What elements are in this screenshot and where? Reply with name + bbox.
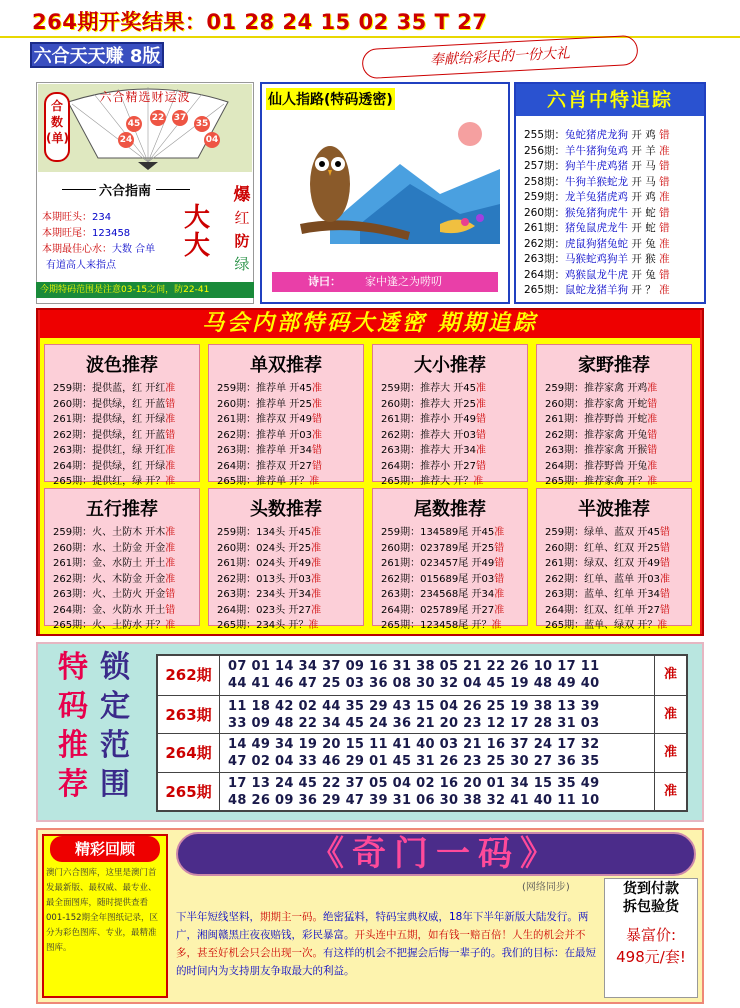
lock-period: 265期 (158, 773, 220, 811)
card-row: 261期：024头 开49准 (217, 558, 322, 569)
zodiac-row: 255期：兔蛇猪虎龙狗 开 鸡 错 (524, 129, 670, 141)
poem-text: 家中逢之为唠叨 (365, 275, 442, 288)
card-row: 261期：推荐双 开49错 (217, 414, 323, 425)
card-row: 262期：提供绿，红 开蓝错 (53, 429, 176, 441)
card-row: 261期：金、水防土 开土准 (53, 558, 176, 569)
card-row: 261期：023457尾 开49错 (381, 558, 505, 569)
lock-result: 准 (654, 773, 686, 811)
card-row: 264期：023头 开27准 (217, 604, 322, 616)
edition-label: 六合天天赚 8版 (30, 42, 164, 68)
zodiac-row: 264期：鸡猴鼠龙牛虎 开 兔 错 (524, 268, 670, 281)
price-label: 暴富价: 498元/套! (616, 926, 686, 966)
lock-row (158, 656, 686, 695)
zodiac-row: 263期：马猴蛇鸡狗羊 开 猴 准 (524, 253, 670, 265)
guide-row: 本期旺头：234 (42, 212, 112, 223)
card-row: 260期：提供绿，红 开蓝错 (53, 398, 176, 410)
review-text: 澳门六合图库，这里是澳门首发最新版、最权威、最专业、最全面图库，随时提供查看001-152期全年图纸记录，区分为彩色图库、专业，最精准图库。 (46, 868, 159, 953)
qimen-paragraph: 下半年短线坚料，期期主一码。绝密猛料，特码宝典权威，18年下半年新版大陆发行。两广，湘闽赣黑庄夜夜赔钱，彩民暴富。开头连中五期，如有钱一赔百倍！人生的机会并不多，甚至好机会只会出现一次。有这样的机会不把握会后悔一辈子的。我们的目标：在最短的时间内为支持朋友争取最大的利益。 (176, 911, 596, 977)
zodiac-row: 258期：牛狗羊猴蛇龙 开 马 错 (524, 175, 670, 188)
card-row: 262期：火、木防金 开金准 (53, 573, 176, 585)
review-title: 精彩回顾 (50, 836, 160, 862)
card-row: 265期：推荐家禽 开？准 (545, 476, 658, 487)
fan-title: 六合精选财运波 (99, 90, 191, 104)
fan-ball: 04 (204, 132, 220, 148)
card-row: 262期：013头 开03准 (217, 573, 322, 585)
zodiac-row: 256期：羊牛猪狗兔鸡 开 羊 准 (524, 144, 670, 157)
card-row: 261期：推荐小 开49错 (381, 414, 487, 425)
card-row: 261期：推荐野兽 开蛇准 (545, 414, 658, 425)
zodiac-row: 261期：猪兔鼠虎龙牛 开 蛇 错 (524, 222, 670, 234)
recommend-card (44, 488, 200, 631)
card-title: 单双推荐 (250, 355, 322, 376)
card-title: 大小推荐 (414, 355, 486, 376)
card-title: 波色推荐 (86, 355, 158, 376)
card-row: 265期：123458尾 开？准 (381, 620, 502, 631)
zodiac-row: 257期：狗羊牛虎鸡猪 开 马 错 (524, 160, 670, 172)
card-row: 260期：推荐单 开25准 (217, 398, 323, 410)
lock-left-title: 特 码 推 荐 (58, 650, 88, 802)
lock-numbers: 11 18 42 02 44 35 29 43 15 04 26 25 19 38 13 39 33 09 48 22 34 45 24 36 21 20 23 12 17 28 31 03 (228, 698, 600, 731)
fan-ball: 37 (172, 110, 188, 126)
immortal-title: 仙人指路(特码透密) (266, 88, 395, 110)
card-row: 264期：提供绿，红 开绿准 (53, 460, 176, 472)
card-row: 259期：134589尾 开45准 (381, 527, 505, 538)
card-row: 263期：推荐单 开34错 (217, 445, 323, 456)
lock-result: 准 (654, 656, 686, 695)
card-row: 262期：推荐单 开03准 (217, 429, 323, 441)
lock-period: 264期 (158, 734, 220, 772)
card-row: 259期：推荐家禽 开鸡准 (545, 383, 658, 394)
poem-bar (272, 272, 498, 292)
card-row: 260期：023789尾 开25错 (381, 542, 505, 554)
fan-ball: 22 (150, 110, 166, 126)
draw-result-title: 264期开奖结果：01 28 24 15 02 35 T 27 (32, 10, 488, 34)
guide-title: 六合指南 (98, 184, 151, 199)
card-row: 263期：提供红，绿 开红准 (53, 445, 176, 456)
card-row: 262期：推荐家禽 开兔错 (545, 429, 658, 441)
qimen-source: (网络同步) (522, 882, 570, 893)
gift-slogan: 奉献给彩民的一份大礼 (361, 35, 638, 79)
lock-result: 准 (654, 696, 686, 734)
big-characters: 大 大 (184, 203, 211, 261)
card-row: 263期：234568尾 开34准 (381, 589, 505, 600)
card-row: 264期：推荐双 开27错 (217, 460, 323, 472)
lock-row (158, 695, 686, 734)
card-row: 262期：015689尾 开03错 (381, 573, 505, 585)
card-row: 265期：蓝单、绿双 开？准 (545, 620, 668, 631)
card-row: 265期：火、土防水 开？准 (53, 620, 176, 631)
lock-row (158, 733, 686, 772)
card-row: 261期：提供绿，红 开绿准 (53, 414, 176, 425)
recommend-card (372, 488, 528, 631)
card-row: 261期：绿双、红双 开49错 (545, 558, 671, 569)
recommend-card (536, 488, 692, 631)
lock-result: 准 (654, 734, 686, 772)
guide-hint: 有道高人来指点 (46, 260, 116, 271)
poem-label: 诗曰： (308, 275, 341, 288)
card-row: 260期：红单、红双 开25错 (545, 542, 671, 554)
card-row: 265期：推荐大 开？准 (381, 476, 484, 487)
card-row: 260期：024头 开25准 (217, 542, 322, 554)
lock-period: 263期 (158, 696, 220, 734)
fan-ball: 24 (118, 132, 134, 148)
fan-side-text: 合数(单) (46, 99, 69, 145)
card-title: 半波推荐 (578, 499, 650, 520)
card-row: 265期：234头 开？准 (217, 620, 319, 631)
insider-banner: 马会内部特码大透密 期期追踪 (40, 310, 700, 338)
zodiac-row: 260期：猴兔猪狗虎牛 开 蛇 错 (524, 206, 670, 219)
fan-ball: 45 (126, 116, 142, 132)
owl-illustration (290, 114, 500, 264)
recommend-card (208, 488, 364, 631)
lock-row (158, 772, 686, 811)
card-row: 264期：025789尾 开27准 (381, 604, 505, 616)
card-row: 264期：金、火防水 开土错 (53, 604, 176, 616)
card-row: 259期：火、土防木 开木准 (53, 527, 176, 538)
card-row: 262期：推荐大 开03错 (381, 429, 487, 441)
card-row: 259期：推荐大 开45准 (381, 383, 487, 394)
zodiac-row: 262期：虎鼠狗猪兔蛇 开 兔 准 (524, 237, 670, 250)
recommend-card (44, 344, 200, 487)
card-row: 263期：234头 开34准 (217, 589, 322, 600)
fan-ball: 35 (194, 116, 210, 132)
card-title: 家野推荐 (578, 355, 650, 376)
card-row: 260期：推荐大 开25准 (381, 398, 487, 410)
card-row: 264期：推荐野兽 开兔准 (545, 460, 658, 472)
recommend-card (536, 344, 692, 487)
card-title: 五行推荐 (86, 499, 158, 520)
card-row: 259期：推荐单 开45准 (217, 383, 323, 394)
card-row: 259期：134头 开45准 (217, 527, 322, 538)
card-row: 263期：火、土防火 开金错 (53, 589, 176, 600)
six-zodiac-list (524, 128, 706, 299)
card-row: 263期：推荐家禽 开猴错 (545, 445, 658, 456)
card-row: 263期：蓝单、红单 开34错 (545, 589, 671, 600)
card-title: 头数推荐 (250, 499, 322, 520)
recommend-card (372, 344, 528, 487)
qimen-title: 《奇门一码》 (310, 834, 562, 874)
card-row: 260期：推荐家禽 开蛇错 (545, 398, 658, 410)
guide-row: 本期旺尾：123458 (42, 228, 131, 239)
lock-period: 262期 (158, 656, 220, 695)
card-row: 259期：提供蓝，红 开红准 (53, 383, 176, 394)
card-row: 265期：推荐单 开？准 (217, 476, 320, 487)
card-row: 260期：水、土防金 开金准 (53, 542, 176, 554)
recommend-card (208, 344, 364, 487)
lock-numbers: 07 01 14 34 37 09 16 31 38 05 21 22 26 10 17 11 44 41 46 47 25 03 36 08 30 32 04 45 19 48 49 40 (228, 659, 600, 691)
zodiac-row: 259期：龙羊兔猪虎鸡 开 鸡 准 (524, 191, 670, 203)
card-row: 262期：红单、蓝单 开03准 (545, 573, 671, 585)
vertical-labels: 爆 红 防 绿 (233, 185, 251, 273)
card-row: 259期：绿单、蓝双 开45错 (545, 527, 671, 538)
card-row: 264期：红双、红单 开27错 (545, 604, 671, 616)
card-row: 263期：推荐大 开34准 (381, 445, 487, 456)
range-notice: 今期特码范围是注意03-15之间，防22-41 (36, 282, 254, 298)
lock-right-title: 锁 定 范 围 (100, 650, 130, 802)
lock-range-table (156, 654, 688, 812)
card-row: 265期：提供红，绿 开？准 (53, 476, 176, 487)
guide-row: 本期最佳心水：大数 合单 (42, 244, 156, 255)
six-zodiac-title: 六肖中特追踪 (516, 84, 704, 116)
card-row: 264期：推荐小 开27错 (381, 460, 487, 472)
shipping-terms: 货到付款 拆包验货 (623, 881, 679, 915)
lock-numbers: 14 49 34 19 20 15 11 41 40 03 21 16 37 24 17 32 47 02 04 33 46 29 01 45 31 26 23 25 30 27 36 35 (228, 737, 600, 769)
lock-numbers: 17 13 24 45 22 37 05 04 02 16 20 01 34 15 35 49 48 26 09 36 29 47 39 31 06 30 38 32 41 40 11 10 (228, 775, 600, 808)
card-title: 尾数推荐 (414, 499, 486, 520)
zodiac-row: 265期：鼠蛇龙猪羊狗 开 ？ 准 (524, 284, 670, 296)
